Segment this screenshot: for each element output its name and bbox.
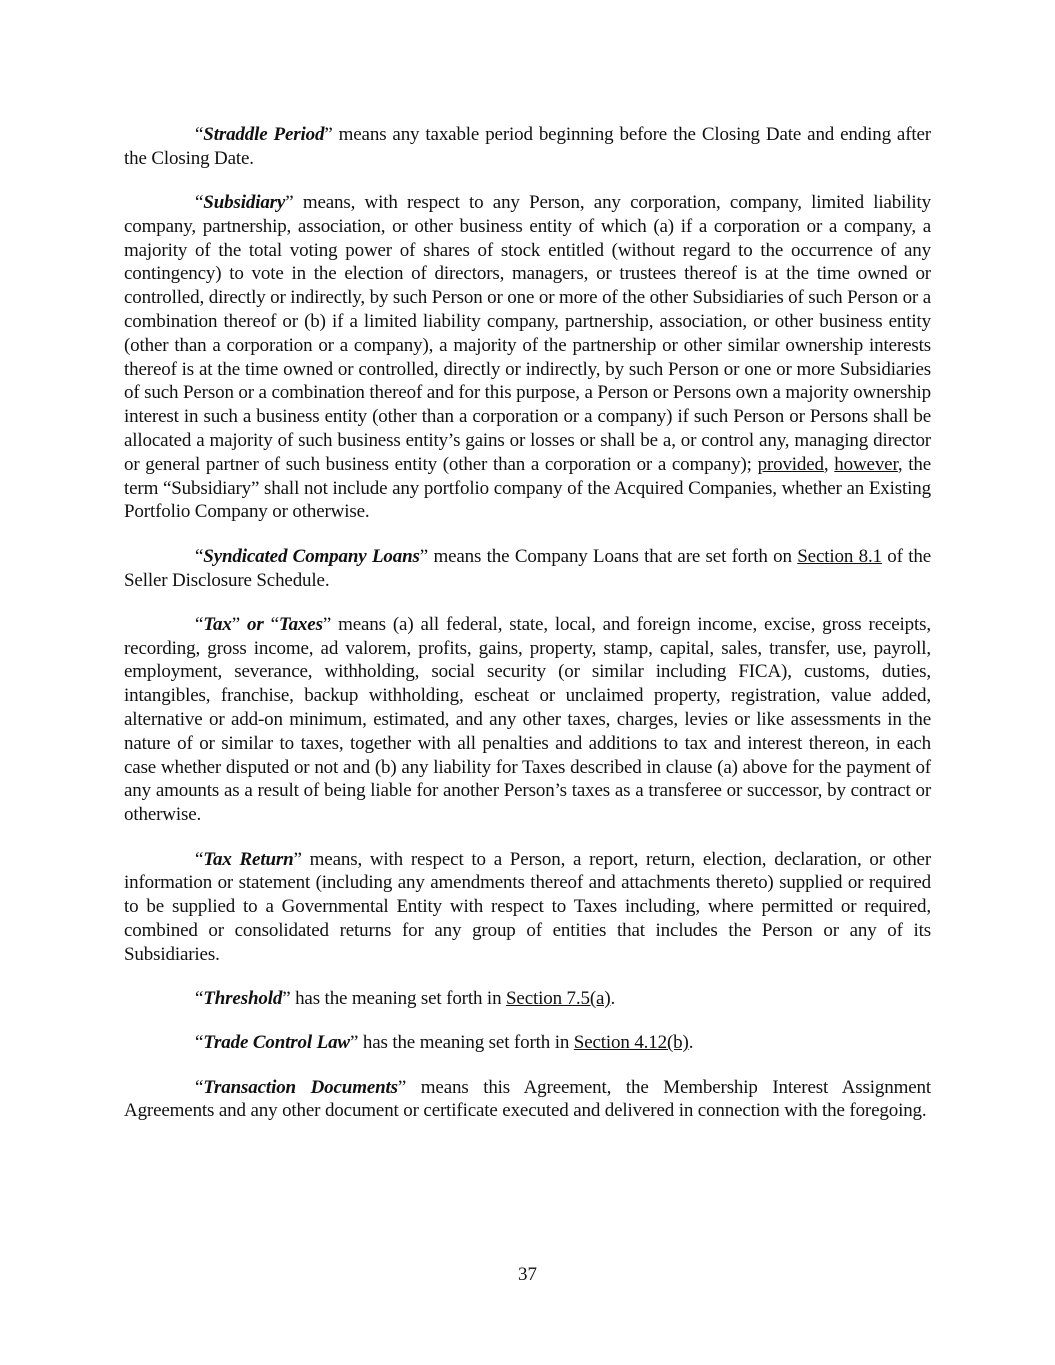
defined-term: Subsidiary (203, 192, 286, 214)
open-quote: “ (195, 192, 204, 214)
definition-transaction-documents (124, 1076, 931, 1124)
page-number: 37 (518, 1264, 537, 1285)
defined-term: Straddle Period (203, 124, 325, 145)
open-quote: “ (270, 613, 279, 635)
definition-body: means, with respect to any Person, any corporation, company, limited liability company, partnership, association, or other business entity of which (a) if a corporation or a company, a majority of the total voting power of shares of stock entitled (without regard to the occurrence of any contingency) to vote in the election of directors, managers, or trustees thereof is at the time owned or controlled, directly or indirectly, by such Person or one or more of the other Subsidiaries of such Person or a combination thereof or (b) if a limited liability company, partnership, association, or other business entity (other than a corporation or a company), a majority of the partnership or other similar ownership interests thereof is at the time owned or controlled, directly or indirectly, by such Person or one or more Subsidiaries of such Person or a combination thereof and for this purpose, a Person or Persons own a majority ownership interest in such a business entity (other than a corporation or a company) if such Person or Persons shall be allocated a majority of such business entity’s gains or losses or shall be a, or control any, managing director or general partner of such business entity (other than a corporation or a company); (124, 192, 931, 475)
definition-body: means this Agreement, the Membership Interest Assignment Agreements and any other document or certificate executed and delivered in connection with the foregoing. (124, 1076, 931, 1122)
close-quote: ” (419, 545, 429, 567)
definition-body: has the meaning set forth in (290, 988, 507, 1009)
close-quote: ” (285, 192, 294, 214)
section-reference: Section 7.5(a) (506, 988, 611, 1009)
definition-tax (124, 613, 931, 827)
separator: , (823, 453, 835, 475)
open-quote: “ (195, 124, 204, 145)
provided-underlined: provided (757, 453, 824, 475)
close-quote: ” (293, 848, 302, 870)
close-quote: ” (349, 1032, 359, 1054)
definition-body: has the meaning set forth in (358, 1032, 574, 1054)
defined-term-alt: Taxes (278, 613, 323, 635)
definition-body-continued: . (688, 1032, 694, 1054)
definition-body: means the Company Loans that are set forth on (428, 545, 798, 567)
close-quote: ” (322, 613, 332, 635)
open-quote: “ (195, 1076, 204, 1098)
term-connector: or (240, 613, 271, 635)
section-reference: Section 8.1 (797, 545, 882, 567)
definition-body-continued: , the term “Subsidiary” shall not include any portfolio company of the Acquired Companies, whether an Existing Portfolio Company or otherwise. (124, 453, 931, 523)
open-quote: “ (195, 1032, 204, 1054)
defined-term: Trade Control Law (203, 1032, 350, 1054)
definition-body-continued: of the Seller Disclosure Schedule. (124, 545, 931, 591)
defined-term: Threshold (203, 988, 283, 1009)
close-quote: ” (231, 613, 241, 635)
close-quote: ” (282, 988, 291, 1009)
definition-trade-control-law (124, 1031, 931, 1055)
open-quote: “ (195, 545, 204, 567)
definition-subsidiary (124, 191, 931, 524)
definition-straddle-period (124, 123, 931, 171)
defined-term: Syndicated Company Loans (203, 545, 420, 567)
definition-body-continued: . (610, 988, 616, 1009)
defined-term: Transaction Documents (203, 1076, 398, 1098)
definition-body: means (a) all federal, state, local, and foreign income, excise, gross receipts, recording, gross income, ad valorem, profits, gains, property, stamp, capital, sales, transfer, use, payroll, employment, severance, withholding, social security (or similar including FICA), customs, duties, intangibles, franchise, backup withholding, escheat or unclaimed property, registration, value added, alternative or add-on minimum, estimated, and any other taxes, charges, levies or like assessments in the nature of or similar to taxes, together with all penalties and additions to tax and interest thereon, in each case whether disputed or not and (b) any liability for Taxes described in clause (a) above for the payment of any amounts as a result of being liable for another Person’s taxes as a transferee or successor, by contract or otherwise. (124, 613, 931, 826)
open-quote: “ (195, 848, 204, 870)
definition-body: means, with respect to a Person, a report, return, election, declaration, or other information or statement (including any amendments thereof and attachments thereto) supplied or required to be supplied to a Governmental Entity with respect to Taxes including, where permitted or required, combined or consolidated returns for any group of entities that includes the Person or any of its Subsidiaries. (124, 848, 932, 965)
open-quote: “ (195, 988, 204, 1009)
section-reference: Section 4.12(b) (573, 1032, 689, 1054)
defined-term: Tax (203, 613, 232, 635)
defined-term: Tax Return (203, 848, 294, 870)
however-underlined: however (834, 453, 898, 475)
open-quote: “ (195, 613, 204, 635)
document-page (124, 123, 931, 1144)
definition-syndicated-company-loans (124, 545, 931, 593)
close-quote: ” (324, 124, 333, 145)
close-quote: ” (397, 1076, 407, 1098)
definition-body: means any taxable period beginning before the Closing Date and ending after the Closing Date. (124, 124, 931, 169)
definition-threshold (124, 987, 931, 1011)
definition-tax-return (124, 848, 931, 967)
